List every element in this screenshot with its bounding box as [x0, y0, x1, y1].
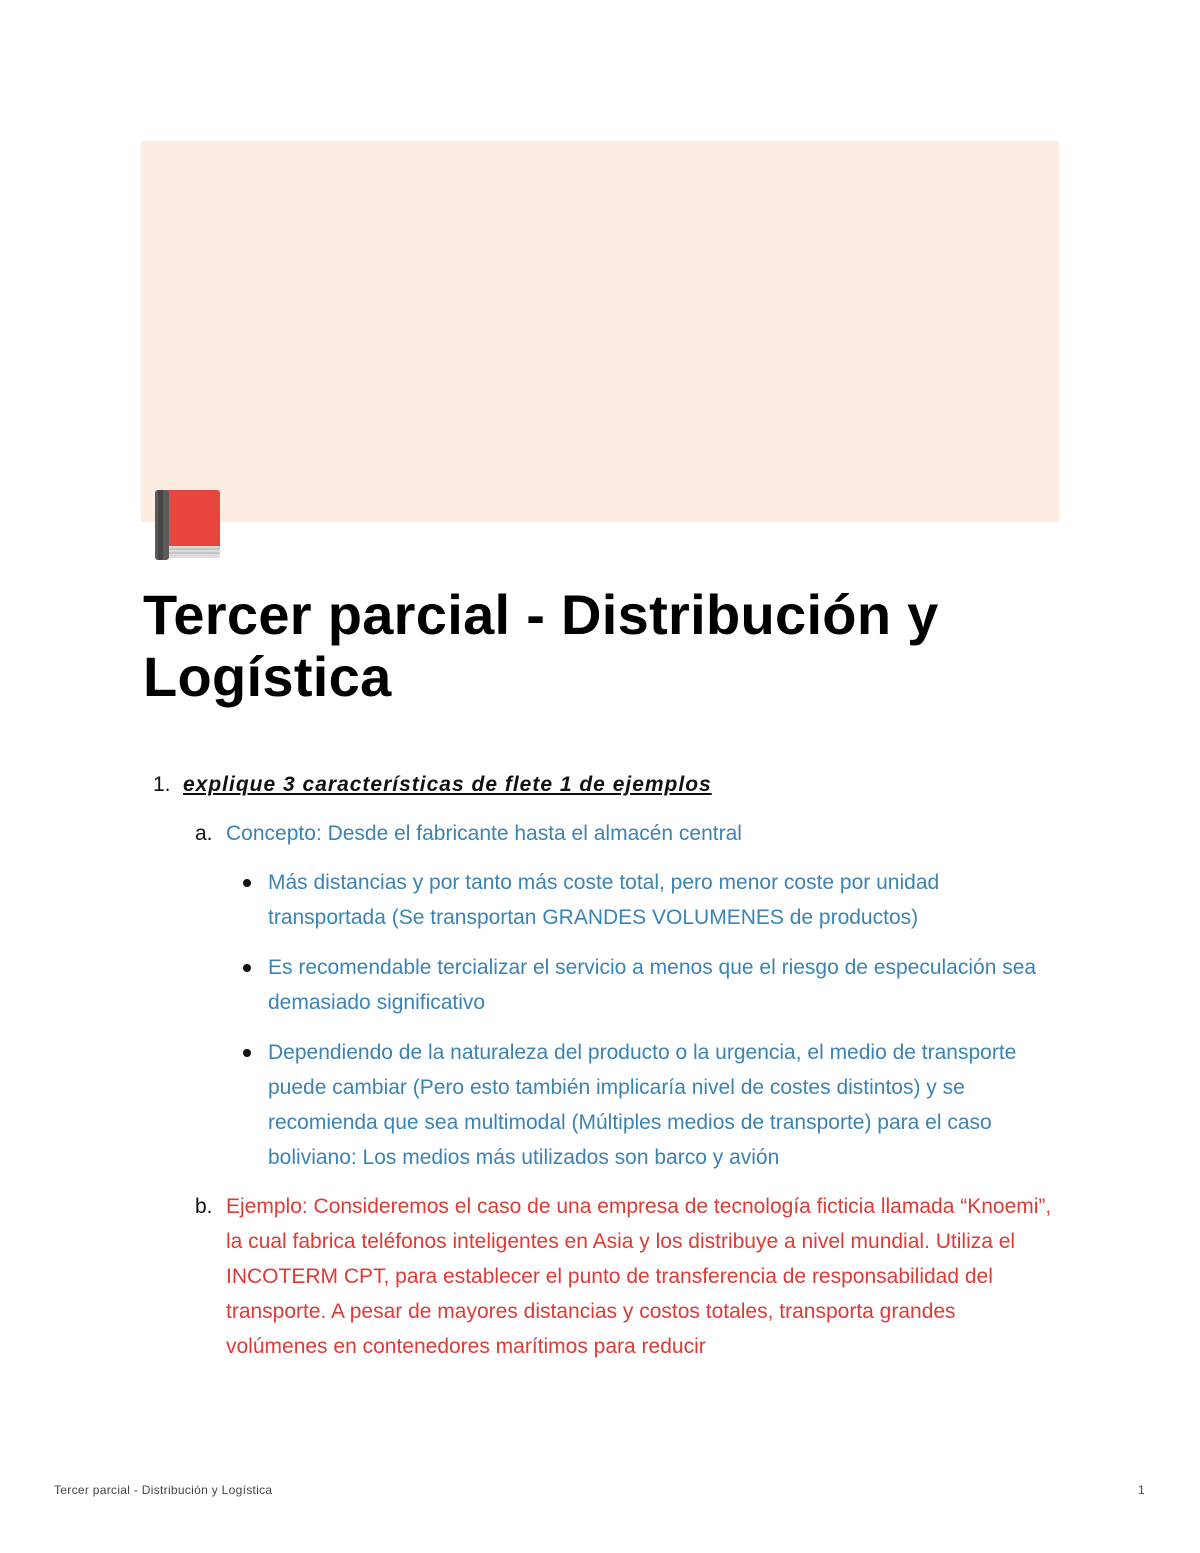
red-book-icon [143, 486, 223, 562]
sub-item-example [143, 1189, 1059, 1364]
example-text: Ejemplo: Consideremos el caso de una empresa de tecnología ficticia llamada “Knoemi”, la cual fabrica teléfonos inteligentes en Asia y los distribuye a nivel mundial. Utiliza el INCOTERM CPT, para establecer el punto de transferencia de responsabilidad del transporte. A pesar de mayores distancias y costos totales, transporta grandes volúmenes en contenedores marítimos para reducir [226, 1195, 1052, 1358]
bullet-text: Es recomendable tercializar el servicio a menos que el riesgo de especulación sea demasiado significativo [268, 956, 1037, 1014]
sub-item-marker: b. [195, 1195, 213, 1218]
question-list [143, 767, 1059, 1364]
bullet-dot [243, 879, 251, 887]
bullet-dot [243, 1049, 251, 1057]
cover-banner [141, 141, 1059, 522]
question-item [143, 767, 1059, 802]
concept-text: Concepto: Desde el fabricante hasta el almacén central [226, 822, 742, 845]
question-number: 1. [153, 773, 171, 796]
sub-item-marker: a. [195, 822, 213, 845]
bullet-item [143, 950, 1059, 1020]
footer-title: Tercer parcial - Distribución y Logística [54, 1483, 273, 1497]
bullet-item [143, 1035, 1059, 1175]
bullet-item [143, 865, 1059, 935]
bullet-text: Dependiendo de la naturaleza del producto o la urgencia, el medio de transporte puede cambiar (Pero esto también implicaría nivel de costes distintos) y se recomienda que sea multimodal (Múltiples medios de transporte) para el caso boliviano: Los medios más utilizados son barco y avión [268, 1041, 1017, 1169]
footer-page-number: 1 [1138, 1483, 1145, 1497]
bullet-dot [243, 964, 251, 972]
sub-item-concept [143, 816, 1059, 851]
bullet-text: Más distancias y por tanto más coste total, pero menor coste por unidad transportada (Se transportan GRANDES VOLUMENES de productos) [268, 871, 940, 929]
page-title: Tercer parcial - Distribución y Logística [143, 583, 939, 708]
question-text: explique 3 características de flete 1 de ejemplos [183, 773, 712, 796]
